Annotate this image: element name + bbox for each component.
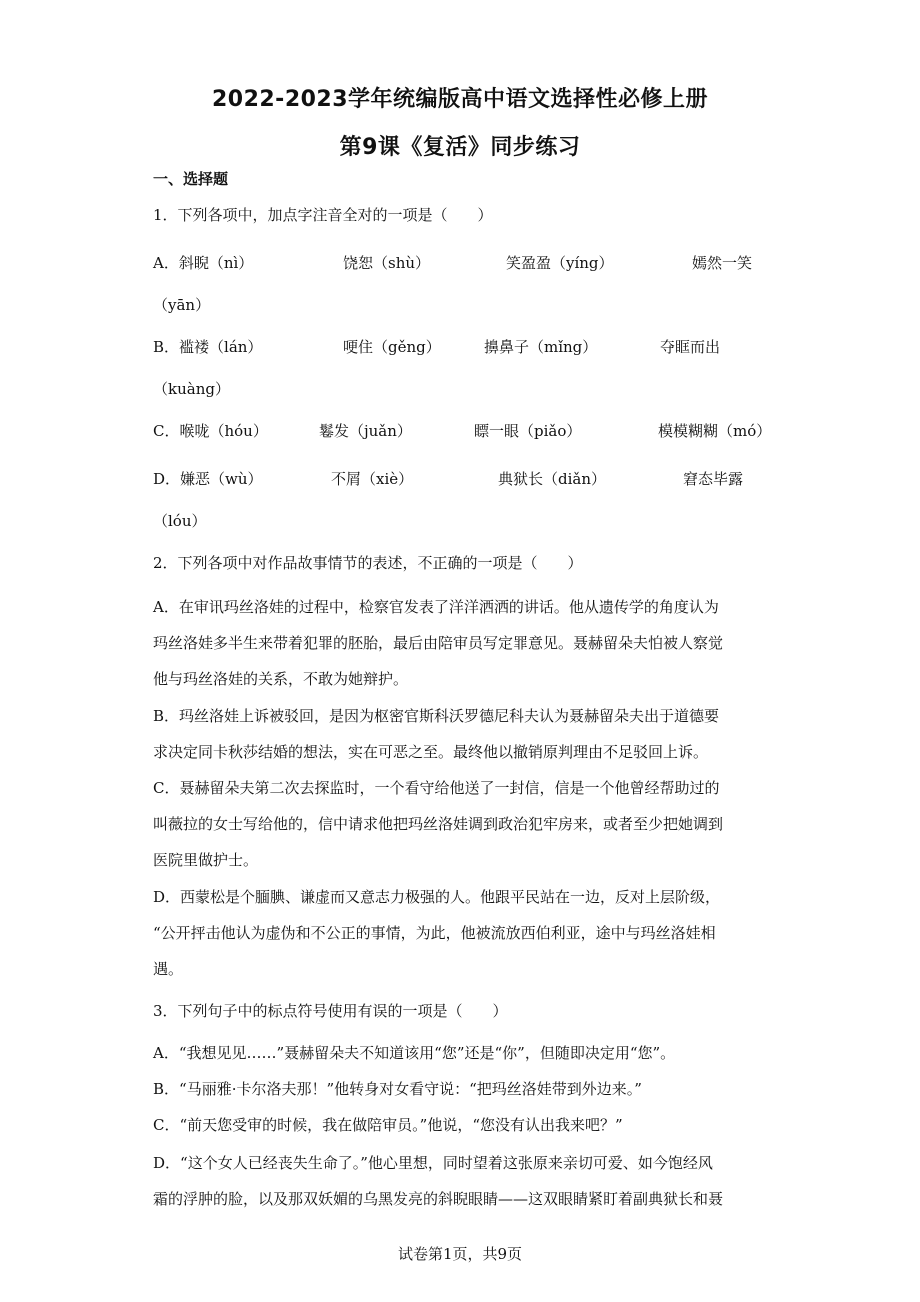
- option-line: 遇。: [153, 960, 184, 978]
- question-stem: 3．下列句子中的标点符号使用有误的一项是（ ）: [153, 1002, 508, 1020]
- option-line: A．“我想见见……”聂赫留朵夫不知道该用“您”还是“你”，但随即决定用“您”。: [153, 1044, 676, 1062]
- option-line: A．在审讯玛丝洛娃的过程中，检察官发表了洋洋洒洒的讲话。他从遗传学的角度认为: [153, 598, 719, 616]
- option-line: D．西蒙松是个腼腆、谦虚而又意志力极强的人。他跟平民站在一边，反对上层阶级，: [153, 888, 721, 906]
- option-a-wrap: （yān）: [153, 296, 211, 314]
- question-stem: 2．下列各项中对作品故事情节的表述，不正确的一项是（ ）: [153, 554, 583, 572]
- option-d-item-2: 不屑（xiè）: [331, 470, 414, 488]
- page-footer: 试卷第1页，共9页: [397, 1245, 523, 1263]
- option-line: C．“前天您受审的时候，我在做陪审员。”他说，“您没有认出我来吧？”: [153, 1116, 623, 1134]
- option-b-item-3: 擤鼻子（mǐng）: [484, 338, 598, 356]
- option-a-item-4: 嫣然一笑: [692, 254, 753, 272]
- option-line: 霜的浮肿的脸，以及那双妖媚的乌黑发亮的斜睨眼睛——这双眼睛紧盯着副典狱长和聂: [153, 1190, 724, 1208]
- option-c-item-2: 鬈发（juǎn）: [319, 422, 412, 440]
- option-b-item-1: B．褴褛（lán）: [153, 338, 263, 356]
- option-line: “公开抨击他认为虚伪和不公正的事情，为此，他被流放西伯利亚，途中与玛丝洛娃相: [153, 924, 716, 942]
- option-b-item-2: 哽住（gěng）: [343, 338, 441, 356]
- option-line: C．聂赫留朵夫第二次去探监时，一个看守给他送了一封信，信是一个他曾经帮助过的: [153, 779, 720, 797]
- option-b-wrap: （kuàng）: [153, 380, 230, 398]
- option-c-item-1: C．喉咙（hóu）: [153, 422, 268, 440]
- option-d-item-3: 典狱长（diǎn）: [498, 470, 607, 488]
- option-d-wrap: （lóu）: [153, 512, 207, 530]
- option-line: 求决定同卡秋莎结婚的想法，实在可恶之至。最终他以撤销原判理由不足驳回上诉。: [153, 743, 709, 761]
- option-c-item-4: 模模糊糊（mó）: [658, 422, 772, 440]
- lesson-title: 第9课《复活》同步练习: [339, 135, 581, 160]
- option-line: D．“这个女人已经丧失生命了。”他心里想，同时望着这张原来亲切可爱、如今饱经风: [153, 1154, 713, 1172]
- option-d-item-4: 窘态毕露: [683, 470, 744, 488]
- option-a-item-1: A．斜睨（nì）: [153, 254, 254, 272]
- document-title: 2022-2023学年统编版高中语文选择性必修上册: [211, 87, 709, 112]
- option-line: B．“马丽雅·卡尔洛夫那！”他转身对女看守说：“把玛丝洛娃带到外边来。”: [153, 1080, 642, 1098]
- option-a-item-2: 饶恕（shù）: [343, 254, 431, 272]
- option-b-item-4: 夺眶而出: [660, 338, 721, 356]
- question-stem: 1．下列各项中，加点字注音全对的一项是（ ）: [153, 206, 493, 224]
- option-line: 玛丝洛娃多半生来带着犯罪的胚胎，最后由陪审员写定罪意见。聂赫留朵夫怕被人察觉: [153, 634, 724, 652]
- section-heading: 一、选择题: [153, 170, 229, 188]
- option-line: 医院里做护士。: [153, 851, 259, 869]
- option-c-item-3: 瞟一眼（piǎo）: [474, 422, 582, 440]
- option-line: B．玛丝洛娃上诉被驳回，是因为枢密官斯科沃罗德尼科夫认为聂赫留朵夫出于道德要: [153, 707, 720, 725]
- option-line: 他与玛丝洛娃的关系，不敢为她辩护。: [153, 670, 409, 688]
- option-d-item-1: D．嫌恶（wù）: [153, 470, 263, 488]
- option-line: 叫薇拉的女士写给他的，信中请求他把玛丝洛娃调到政治犯牢房来，或者至少把她调到: [153, 815, 724, 833]
- option-a-item-3: 笑盈盈（yíng）: [506, 254, 614, 272]
